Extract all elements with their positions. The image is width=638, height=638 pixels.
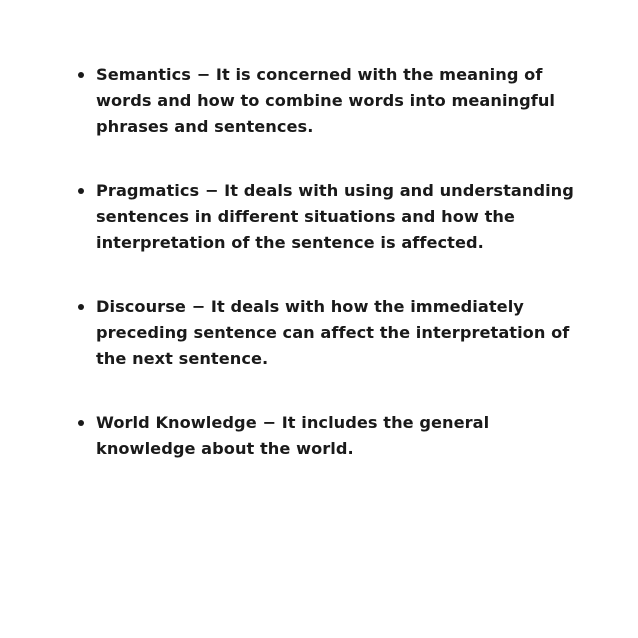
bullet-dot-icon [78,420,84,426]
bullet-dot-icon [78,304,84,310]
bullet-dot-icon [78,188,84,194]
bullet-text: Semantics − It is concerned with the meaning of words and how to combine words into meaningful phrases and sentences. [96,65,556,136]
bullet-dot-icon [78,72,84,78]
bullet-text: Pragmatics − It deals with using and understanding sentences in different situations and how the interpretation of the sentence is affected. [96,181,574,252]
bullet-list [78,62,578,500]
bullet-item-world-knowledge [78,410,578,462]
bullet-text: World Knowledge − It includes the general knowledge about the world. [96,413,490,458]
bullet-text: Discourse − It deals with how the immediately preceding sentence can affect the interpretation of the next sentence. [96,297,570,368]
bullet-item-discourse [78,294,578,372]
bullet-item-semantics [78,62,578,140]
bullet-item-pragmatics [78,178,578,256]
